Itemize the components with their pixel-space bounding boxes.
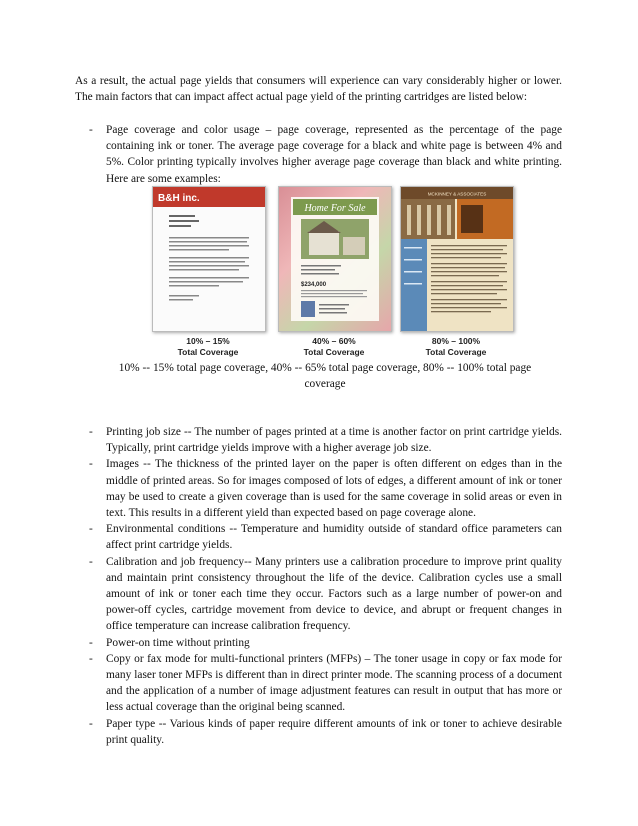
bullet-dash: - bbox=[89, 636, 93, 649]
coverage-range: 80% – 100% bbox=[431, 336, 481, 346]
list-item-text: Calibration and job frequency-- Many printers use a calibration procedure to improve print quality and maintain print consistency throughout the life of the device. Calibration cycles use a small amount of ink or toner each time they occur. Factors such as a large number of power-on and power-off cycles, cartridge movement from device to device, and abrupt or frequent changes in office temperature can increase calibration frequency. bbox=[106, 555, 562, 633]
list-item-text: Copy or fax mode for multi-functional printers (MFPs) – The toner usage in copy or fax mode for many laser toner MFPs is different than in direct printer mode. The scanning process of a document and the application of a number of image adjustment features can result in output that has more or less actual coverage than the original being scanned. bbox=[106, 652, 562, 714]
brochure-page-graphic bbox=[401, 187, 513, 331]
list-item-text: Page coverage and color usage – page coverage, represented as the percentage of the page containing ink or toner. The average page coverage for a black and white page is between 4% and 5%. Color printing typically involves higher average page coverage than black and white printing. Here are some examples: bbox=[106, 124, 562, 185]
bullet-dash: - bbox=[89, 523, 93, 536]
example-1-label bbox=[152, 336, 264, 358]
coverage-examples bbox=[152, 186, 517, 356]
coverage-label: Total Coverage bbox=[425, 347, 487, 357]
bullet-dash: - bbox=[89, 717, 93, 730]
bullet-dash: - bbox=[89, 458, 93, 471]
example-2-label bbox=[278, 336, 390, 358]
bullet-dash: - bbox=[89, 426, 93, 438]
example-brochure-image bbox=[400, 186, 514, 332]
list-item-power-on bbox=[75, 635, 562, 651]
list-item-text: Images -- The thickness of the printed layer on the paper is often different on edges than in the middle of printed areas. So for images composed of lots of edges, a different amount of ink or toner may be used to create a given coverage than is used for the same coverage in solid areas or even in text. This results in a different yield than expected based on page coverage alone. bbox=[106, 458, 562, 520]
list-item-text: Environmental conditions -- Temperature and humidity outside of standard office parameters can affect print cartridge yields. bbox=[106, 523, 562, 552]
list-item-text: Printing job size -- The number of pages printed at a time is another factor on print cartridge yields. Typically, print cartridge yields improve with a higher average job size. bbox=[106, 426, 562, 455]
example-3-label bbox=[400, 336, 512, 358]
list-item-images bbox=[75, 456, 562, 521]
flyer-page-graphic bbox=[279, 187, 391, 331]
list-item-environment bbox=[75, 521, 562, 553]
list-item-job-size bbox=[75, 424, 562, 456]
example-flyer-image bbox=[278, 186, 392, 332]
bullet-dash: - bbox=[89, 652, 93, 665]
intro-paragraph: As a result, the actual page yields that consumers will experience can vary considerably higher or lower. The main factors that can impact affect actual page yield of the printing cartridges are listed below: bbox=[75, 75, 562, 104]
example-letter-image bbox=[152, 186, 266, 332]
examples-caption: 10% -- 15% total page coverage, 40% -- 65% total page coverage, 80% -- 100% total page coverage bbox=[118, 362, 532, 391]
coverage-label: Total Coverage bbox=[177, 347, 239, 357]
list-item-copy-fax bbox=[75, 651, 562, 716]
list-item-paper-type bbox=[75, 716, 562, 748]
list-item-page-coverage bbox=[75, 122, 562, 187]
brochure-title: MCKINNEY & ASSOCIATES bbox=[427, 191, 487, 197]
letter-title: B&H inc. bbox=[158, 193, 200, 204]
list-item-text: Power-on time without printing bbox=[106, 636, 250, 649]
flyer-title: Home For Sale bbox=[304, 203, 366, 214]
flyer-price: $234,000 bbox=[301, 282, 327, 288]
coverage-range: 40% – 60% bbox=[312, 336, 356, 346]
list-item-text: Paper type -- Various kinds of paper require different amounts of ink or toner to achieve desirable print quality. bbox=[106, 717, 562, 746]
factor-list bbox=[75, 424, 562, 748]
coverage-range: 10% – 15% bbox=[186, 336, 230, 346]
bullet-dash: - bbox=[89, 555, 93, 568]
coverage-label: Total Coverage bbox=[303, 347, 365, 357]
letter-page-graphic bbox=[153, 187, 265, 331]
list-item-calibration bbox=[75, 554, 562, 635]
bullet-dash: - bbox=[89, 124, 93, 136]
